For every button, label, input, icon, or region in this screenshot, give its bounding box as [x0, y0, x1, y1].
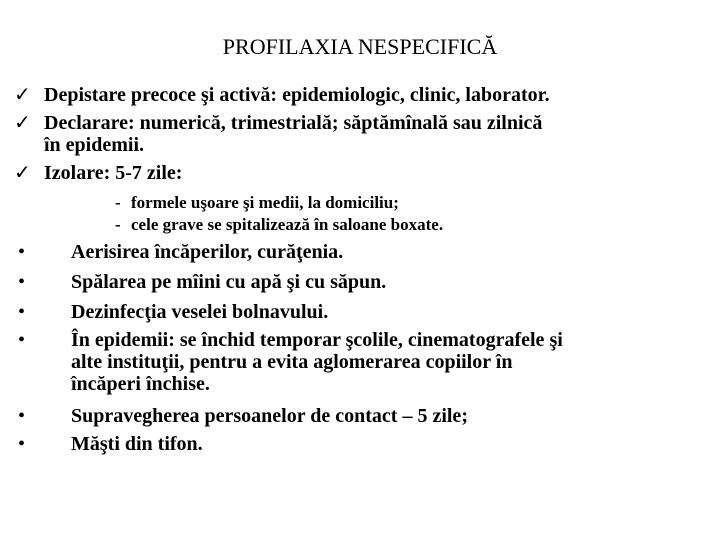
check-item-text: Izolare: 5-7 zile: [44, 162, 183, 184]
checkmark-icon: ✓ [14, 162, 31, 184]
bullet-icon: • [18, 329, 26, 351]
bullet-icon: • [18, 241, 26, 263]
bullet-icon: • [18, 405, 26, 427]
checkmark-icon: ✓ [14, 112, 31, 134]
slide-title: PROFILAXIA NESPECIFICĂ [222, 34, 498, 59]
check-item-text: Depistare precoce şi activă: epidemiologic, clinic, laborator. [44, 84, 550, 106]
check-item-text: Declarare: numerică, trimestrială; săptămînală sau zilnică [44, 112, 543, 134]
sub-item [115, 192, 399, 214]
bullet-item [18, 405, 468, 427]
check-item [14, 112, 542, 156]
bullet-item-text: Măşti din tifon. [71, 433, 203, 455]
bullet-item-text: În epidemii: se închid temporar şcolile, cinematografele şi [71, 329, 563, 351]
bullet-item [18, 271, 386, 293]
check-item-text-continued: în epidemii. [44, 134, 145, 156]
bullet-icon: • [18, 271, 26, 293]
bullet-item [18, 433, 203, 455]
bullet-icon: • [18, 433, 26, 455]
dash-marker: - [115, 215, 121, 234]
bullet-item [18, 241, 343, 263]
bullet-item-text-continued: încăperi închise. [71, 373, 210, 395]
bullet-item-text: Aerisirea încăperilor, curăţenia. [71, 241, 344, 263]
sub-item-text: cele grave se spitalizează în saloane boxate. [131, 215, 444, 234]
bullet-item-text: Supravegherea persoanelor de contact – 5 zile; [71, 405, 468, 427]
check-item [14, 162, 182, 184]
bullet-item [18, 301, 328, 323]
check-item [14, 84, 550, 106]
bullet-item-text: Dezinfecţia veselei bolnavului. [71, 301, 329, 323]
bullet-icon: • [18, 301, 26, 323]
dash-marker: - [115, 193, 121, 212]
sub-item-text: formele uşoare şi medii, la domiciliu; [131, 193, 399, 212]
bullet-item-text: Spălarea pe mîini cu apă şi cu săpun. [71, 271, 387, 293]
bullet-item-text-continued: alte instituţii, pentru a evita aglomerarea copiilor în [71, 351, 513, 373]
checkmark-icon: ✓ [14, 84, 31, 106]
bullet-item [18, 329, 563, 395]
sub-item [115, 214, 443, 236]
